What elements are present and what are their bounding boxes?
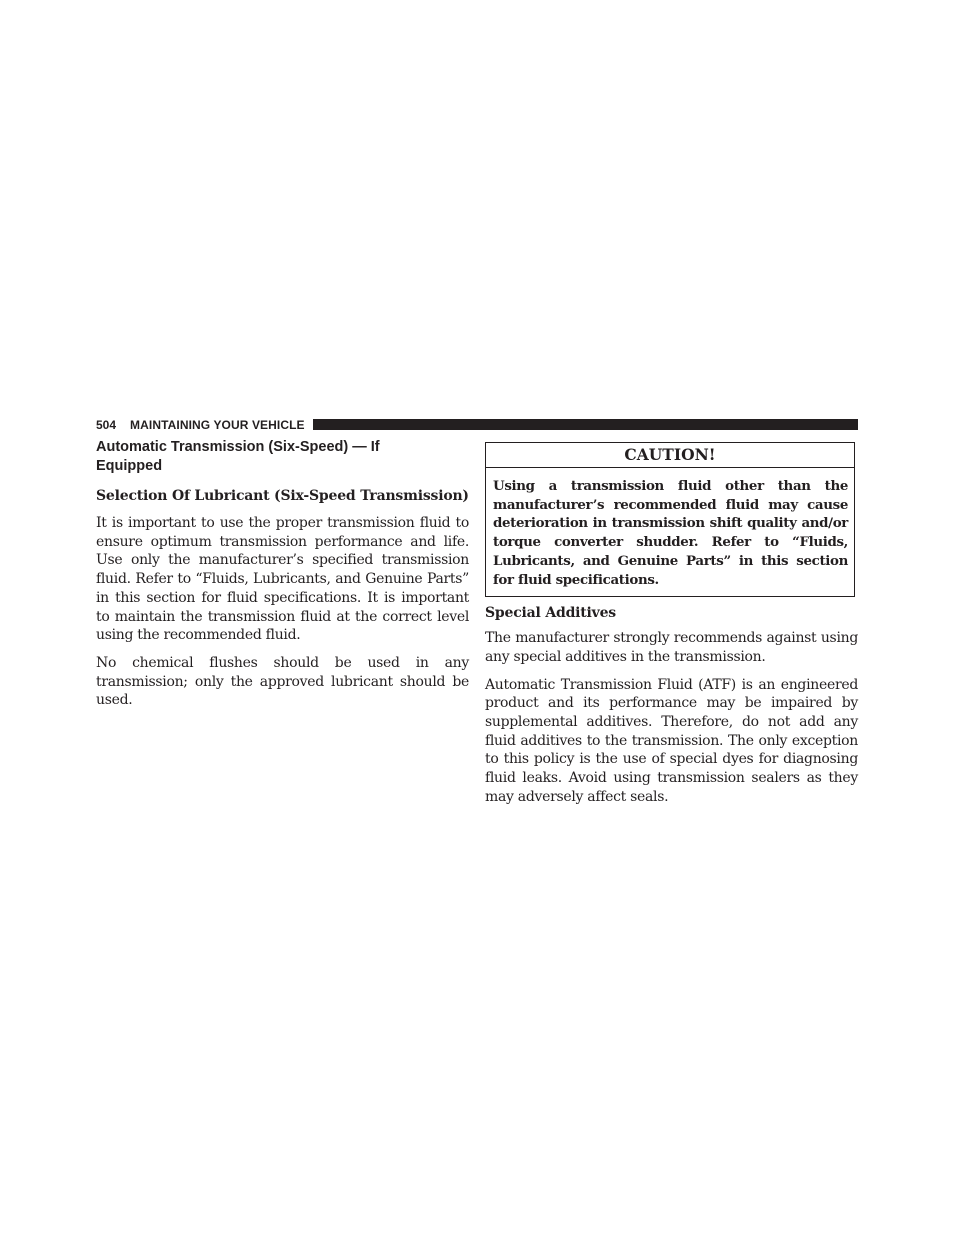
page-header: [96, 417, 858, 432]
additives-paragraph-2: Automatic Transmission Fluid (ATF) is an engineered product and its performance may be impaired by supplemental additives. Therefore, do not add any fluid additives to the transmission. The only exception to this policy is the use of special dyes for diagnosing fluid leaks. Avoid using transmission sealers as they may adversely affect seals.: [485, 676, 858, 805]
lubricant-subtitle: Selection Of Lubricant (Six-Speed Transmission): [96, 488, 469, 504]
caution-box: [485, 442, 855, 597]
right-column: [485, 442, 858, 807]
header-rule: [313, 419, 858, 430]
additives-subtitle: Special Additives: [485, 605, 616, 622]
section-name: MAINTAINING YOUR VEHICLE: [130, 417, 305, 432]
additives-paragraph-1: The manufacturer strongly recommends against using any special additives in the transmission.: [485, 630, 858, 665]
lubricant-paragraph-2: No chemical flushes should be used in any transmission; only the approved lubricant should be used.: [96, 654, 469, 709]
caution-heading: CAUTION!: [486, 443, 854, 468]
left-column: [96, 438, 469, 710]
section-title: Automatic Transmission (Six-Speed) — If Equipped: [96, 439, 380, 474]
page-number: 504: [96, 417, 117, 432]
lubricant-paragraph-1: It is important to use the proper transmission fluid to ensure optimum transmission performance and life. Use only the manufacturer’s specified transmission fluid. Refer to “Fluids, Lubricants, and Genuine Parts” in this section for fluid specifications. It is important to maintain the transmission fluid at the correct level using the recommended fluid.: [96, 515, 469, 644]
caution-text: Using a transmission fluid other than the manufacturer’s recommended fluid may cause deterioration in transmission shift quality and/or torque converter shudder. Refer to “Fluids, Lubricants, and Genuine Parts” in this section for fluid specifications.: [493, 478, 848, 588]
